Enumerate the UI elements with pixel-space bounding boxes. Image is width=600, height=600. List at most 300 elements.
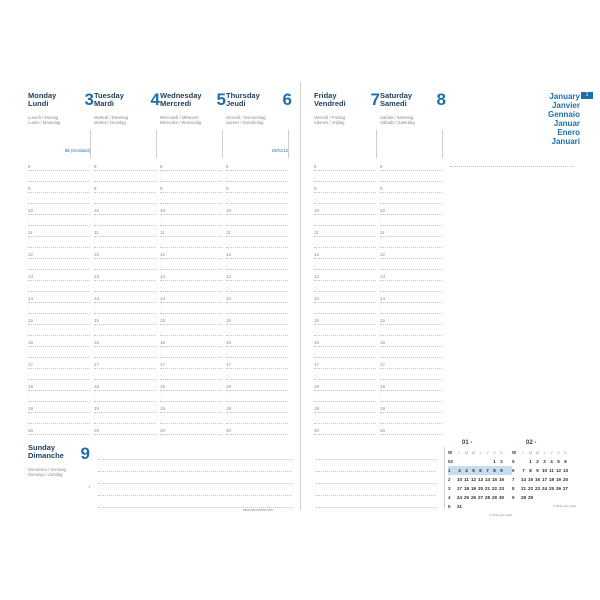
weekday-label: J	[543, 450, 546, 455]
hour-row[interactable]	[160, 369, 222, 380]
calendar-day[interactable]: 17	[456, 486, 462, 491]
hour-row[interactable]	[380, 182, 442, 193]
hour-row[interactable]	[380, 303, 442, 314]
hour-row[interactable]	[380, 424, 442, 435]
hour-label: 17	[28, 362, 34, 367]
hour-row[interactable]	[94, 215, 156, 226]
hour-label: ·	[226, 263, 228, 268]
hour-row[interactable]	[226, 226, 288, 237]
hour-row[interactable]	[28, 281, 90, 292]
hour-row[interactable]	[160, 215, 222, 226]
hour-label: ·	[94, 307, 96, 312]
hour-row[interactable]	[226, 292, 288, 303]
hour-row[interactable]	[314, 402, 376, 413]
calendar-day[interactable]: 22	[491, 486, 497, 491]
hour-row[interactable]	[28, 347, 90, 358]
calendar-day[interactable]: 4	[550, 459, 553, 464]
hour-row[interactable]	[28, 369, 90, 380]
hour-label: ·	[160, 219, 162, 224]
hour-row[interactable]	[314, 226, 376, 237]
hour-row[interactable]	[226, 336, 288, 347]
hour-row[interactable]	[28, 413, 90, 424]
calendar-day[interactable]: 31	[456, 504, 462, 509]
hour-row[interactable]	[226, 347, 288, 358]
month-name: Januari	[551, 137, 580, 146]
hour-row[interactable]	[94, 281, 156, 292]
hour-row[interactable]	[28, 424, 90, 435]
hour-row[interactable]	[94, 292, 156, 303]
calendar-day[interactable]: 24	[456, 495, 462, 500]
calendar-day[interactable]: 6	[479, 468, 482, 473]
calendar-day[interactable]: 1	[529, 459, 532, 464]
calendar-day[interactable]: 30	[498, 495, 504, 500]
weekday-label: M	[464, 450, 469, 455]
hour-row[interactable]	[160, 281, 222, 292]
calendar-day[interactable]: 21	[520, 486, 526, 491]
hour-row[interactable]	[380, 358, 442, 369]
week-number: 5	[512, 459, 515, 464]
calendar-day[interactable]: 24	[541, 486, 547, 491]
hour-label: ·	[380, 197, 382, 202]
calendar-day[interactable]: 9	[500, 468, 503, 473]
hour-row[interactable]	[94, 171, 156, 182]
weekday-label: D	[564, 450, 567, 455]
hour-label: 18	[160, 384, 166, 389]
hour-row[interactable]	[94, 226, 156, 237]
hour-row[interactable]	[28, 391, 90, 402]
hour-label: ·	[94, 373, 96, 378]
hour-row[interactable]	[28, 380, 90, 391]
hour-row[interactable]	[28, 248, 90, 259]
notes-line	[450, 166, 574, 167]
hour-row[interactable]	[380, 215, 442, 226]
hour-row[interactable]	[94, 336, 156, 347]
calendar-day[interactable]: 5	[472, 468, 475, 473]
hour-label: ·	[94, 417, 96, 422]
hour-row[interactable]	[380, 281, 442, 292]
calendar-day[interactable]: 13	[562, 468, 568, 473]
hour-label: ·	[314, 329, 316, 334]
hour-lines	[28, 160, 90, 435]
hour-label: 17	[314, 362, 320, 367]
calendar-day[interactable]: 1	[493, 459, 496, 464]
hour-row[interactable]	[94, 303, 156, 314]
hour-row[interactable]	[314, 248, 376, 259]
hour-lines	[314, 160, 376, 435]
hour-row[interactable]	[160, 193, 222, 204]
calendar-day[interactable]: 8	[529, 468, 532, 473]
calendar-day[interactable]: 2	[500, 459, 503, 464]
week-number: 6	[512, 468, 515, 473]
notes-lines	[316, 448, 436, 508]
hour-row[interactable]	[28, 325, 90, 336]
hour-label: ·	[380, 263, 382, 268]
hour-row[interactable]	[160, 292, 222, 303]
hour-row[interactable]	[380, 325, 442, 336]
hour-row[interactable]	[28, 171, 90, 182]
hour-label: 13	[380, 274, 386, 279]
calendar-day[interactable]: 11	[464, 477, 469, 482]
hour-row[interactable]	[226, 358, 288, 369]
hour-row[interactable]	[314, 347, 376, 358]
hour-row[interactable]	[160, 226, 222, 237]
hour-row[interactable]	[160, 358, 222, 369]
hour-row[interactable]	[28, 270, 90, 281]
calendar-day[interactable]: 16	[498, 477, 504, 482]
hour-row[interactable]	[226, 182, 288, 193]
calendar-day[interactable]: 7	[522, 468, 525, 473]
mini-calendar	[512, 440, 576, 508]
hour-row[interactable]	[226, 215, 288, 226]
hour-label: ·	[160, 351, 162, 356]
hour-row[interactable]	[94, 358, 156, 369]
calendar-day[interactable]: 5	[557, 459, 560, 464]
calendar-day[interactable]: 10	[456, 477, 462, 482]
day-number: 7	[370, 90, 380, 109]
hour-label: ·	[28, 285, 30, 290]
calendar-day[interactable]: 19	[470, 486, 476, 491]
calendar-header	[512, 448, 576, 457]
calendar-day[interactable]: 16	[534, 477, 540, 482]
hour-row[interactable]	[94, 369, 156, 380]
hour-row[interactable]	[28, 303, 90, 314]
hour-row[interactable]	[226, 314, 288, 325]
hour-row[interactable]	[28, 226, 90, 237]
calendar-day[interactable]: 25	[463, 495, 469, 500]
hour-row[interactable]	[314, 358, 376, 369]
hour-row[interactable]	[380, 204, 442, 215]
calendar-day[interactable]: 14	[520, 477, 526, 482]
hour-label: ·	[226, 197, 228, 202]
calendar-day[interactable]: 6	[564, 459, 567, 464]
sunday-lines	[98, 448, 292, 508]
hour-row[interactable]	[160, 314, 222, 325]
hour-row[interactable]	[226, 160, 288, 171]
hour-row[interactable]	[380, 347, 442, 358]
hour-row[interactable]	[380, 270, 442, 281]
hour-row[interactable]	[160, 325, 222, 336]
hour-label: ·	[160, 197, 162, 202]
hour-row[interactable]	[28, 193, 90, 204]
hour-row[interactable]	[314, 314, 376, 325]
hour-row[interactable]	[94, 160, 156, 171]
hour-row[interactable]	[160, 182, 222, 193]
calendar-day[interactable]: 19	[555, 477, 561, 482]
hour-row[interactable]	[160, 270, 222, 281]
sunday-translations: Domenica / Sonntag Domingo / Zondag	[28, 467, 66, 478]
hour-row[interactable]	[314, 237, 376, 248]
month-name: Gennaio	[547, 110, 580, 119]
hour-row[interactable]	[226, 237, 288, 248]
hour-row[interactable]	[226, 248, 288, 259]
calendar-divider	[444, 447, 445, 509]
hour-row[interactable]	[160, 237, 222, 248]
hour-row[interactable]	[314, 413, 376, 424]
hour-row[interactable]	[380, 160, 442, 171]
hour-row[interactable]	[380, 259, 442, 270]
calendar-week	[448, 475, 512, 484]
hour-label: ·	[314, 197, 316, 202]
calendar-week	[448, 493, 512, 502]
hour-row[interactable]	[314, 193, 376, 204]
calendar-day[interactable]: 27	[562, 486, 568, 491]
hour-row[interactable]	[314, 182, 376, 193]
hour-label: ·	[28, 417, 30, 422]
hour-row[interactable]	[226, 171, 288, 182]
hour-row[interactable]	[314, 325, 376, 336]
calendar-day[interactable]: 26	[555, 486, 561, 491]
hour-row[interactable]	[94, 248, 156, 259]
hour-row[interactable]	[380, 314, 442, 325]
calendar-day[interactable]: 20	[477, 486, 483, 491]
hour-lines	[160, 160, 222, 435]
hour-row[interactable]	[94, 237, 156, 248]
hour-row[interactable]	[226, 204, 288, 215]
hour-label: 11	[314, 230, 319, 235]
calendar-week	[512, 475, 576, 484]
calendar-day[interactable]: 3	[458, 468, 461, 473]
hour-label: ·	[226, 417, 228, 422]
hour-row[interactable]	[226, 424, 288, 435]
page-fold	[300, 82, 301, 510]
day-number: 4	[150, 90, 160, 109]
calendar-day[interactable]: 17	[541, 477, 547, 482]
hour-row[interactable]	[226, 259, 288, 270]
hour-row[interactable]	[160, 380, 222, 391]
hour-row[interactable]	[28, 215, 90, 226]
hour-label: 18	[380, 384, 386, 389]
hour-row[interactable]	[226, 303, 288, 314]
hour-row[interactable]	[160, 204, 222, 215]
calendar-day[interactable]: 2	[536, 459, 539, 464]
hour-row[interactable]	[380, 292, 442, 303]
day-column	[314, 92, 378, 125]
hour-row[interactable]	[94, 325, 156, 336]
hour-label: 20	[380, 428, 386, 433]
hour-label: ·	[94, 329, 96, 334]
hour-row[interactable]	[314, 215, 376, 226]
hour-row[interactable]	[94, 204, 156, 215]
hour-label: 11	[226, 230, 231, 235]
hour-row[interactable]	[94, 380, 156, 391]
day-translations: Lunedì / Montag Lunes / Maandag	[28, 115, 61, 126]
week-number: 1	[448, 468, 451, 473]
calendar-day[interactable]: 29	[491, 495, 497, 500]
hour-row[interactable]	[160, 413, 222, 424]
calendar-week	[448, 457, 512, 466]
hour-row[interactable]	[380, 413, 442, 424]
hour-row[interactable]	[28, 259, 90, 270]
month-names	[548, 92, 580, 146]
hour-label: 9	[314, 186, 317, 191]
hour-row[interactable]	[226, 369, 288, 380]
hour-row[interactable]	[94, 413, 156, 424]
hour-row[interactable]	[314, 171, 376, 182]
hour-label: 10	[226, 208, 232, 213]
hour-row[interactable]	[380, 391, 442, 402]
hour-row[interactable]	[314, 303, 376, 314]
calendar-day[interactable]: 28	[484, 495, 490, 500]
calendar-day[interactable]: 15	[527, 477, 533, 482]
hour-row[interactable]	[380, 380, 442, 391]
hour-row[interactable]	[226, 402, 288, 413]
hour-label: ·	[94, 241, 96, 246]
hour-row[interactable]	[380, 369, 442, 380]
hour-row[interactable]	[380, 237, 442, 248]
hour-row[interactable]	[28, 292, 90, 303]
hour-row[interactable]	[160, 259, 222, 270]
hour-label: ·	[160, 329, 162, 334]
hour-row[interactable]	[226, 391, 288, 402]
hour-row[interactable]	[314, 336, 376, 347]
hour-row[interactable]	[226, 380, 288, 391]
hour-row[interactable]	[160, 248, 222, 259]
hour-row[interactable]	[94, 391, 156, 402]
hour-row[interactable]	[28, 336, 90, 347]
weekday-label: L	[522, 450, 525, 455]
calendar-day[interactable]: 7	[486, 468, 489, 473]
hour-row[interactable]	[314, 369, 376, 380]
calendar-day[interactable]: 15	[491, 477, 497, 482]
calendar-day[interactable]: 18	[548, 477, 554, 482]
hour-row[interactable]	[160, 402, 222, 413]
hour-row[interactable]	[28, 402, 90, 413]
hour-row[interactable]	[226, 270, 288, 281]
month-name: Janvier	[551, 101, 580, 110]
hour-row[interactable]	[28, 237, 90, 248]
calendar-day[interactable]: 20	[562, 477, 568, 482]
hour-label: ·	[226, 329, 228, 334]
hour-row[interactable]	[94, 402, 156, 413]
calendar-day[interactable]: 11	[549, 468, 554, 473]
hour-row[interactable]	[226, 193, 288, 204]
calendar-day[interactable]: 23	[498, 486, 504, 491]
calendar-day[interactable]: 18	[463, 486, 469, 491]
hour-row[interactable]	[160, 391, 222, 402]
hour-label: ·	[314, 351, 316, 356]
hour-label: 16	[314, 340, 320, 345]
calendar-day[interactable]: 12	[555, 468, 561, 473]
hour-row[interactable]	[380, 402, 442, 413]
weekday-label: M	[528, 450, 533, 455]
calendar-day[interactable]: 10	[541, 468, 547, 473]
hour-row[interactable]	[314, 281, 376, 292]
hour-row[interactable]	[226, 413, 288, 424]
calendar-day[interactable]: 27	[477, 495, 483, 500]
hour-row[interactable]	[28, 358, 90, 369]
hour-row[interactable]	[314, 204, 376, 215]
calendar-day[interactable]: 9	[536, 468, 539, 473]
hour-label: 13	[160, 274, 166, 279]
hour-row[interactable]	[28, 314, 90, 325]
hour-row[interactable]	[160, 160, 222, 171]
hour-row[interactable]	[28, 182, 90, 193]
hour-row[interactable]	[160, 347, 222, 358]
calendar-day[interactable]: 4	[465, 468, 468, 473]
hour-row[interactable]	[314, 160, 376, 171]
hour-label: ·	[380, 241, 382, 246]
day-translations: Venerdì / Freitag Viernes / Vrijdag	[314, 115, 345, 126]
hour-row[interactable]	[314, 391, 376, 402]
column-rule	[442, 130, 443, 158]
hour-row[interactable]	[94, 182, 156, 193]
hour-row[interactable]	[94, 259, 156, 270]
hour-row[interactable]	[380, 226, 442, 237]
calendar-week	[512, 484, 576, 493]
calendar-day[interactable]: 22	[527, 486, 533, 491]
hour-label: 9	[380, 186, 383, 191]
hour-label: ·	[28, 219, 30, 224]
calendar-day[interactable]: 29	[527, 495, 533, 500]
month-name: January	[549, 92, 580, 101]
hour-row[interactable]	[380, 171, 442, 182]
website-footer: www.quovadis.com	[243, 508, 273, 512]
hour-row[interactable]	[314, 380, 376, 391]
hour-label: 12	[226, 252, 232, 257]
hour-row[interactable]	[94, 424, 156, 435]
hour-row[interactable]	[28, 160, 90, 171]
hour-label: ·	[380, 351, 382, 356]
calendar-day[interactable]: 28	[520, 495, 526, 500]
hour-row[interactable]	[314, 424, 376, 435]
hour-row[interactable]	[94, 193, 156, 204]
day-name: Friday Vendredi	[314, 91, 346, 108]
hour-row[interactable]	[380, 336, 442, 347]
hour-row[interactable]	[160, 303, 222, 314]
hour-row[interactable]	[314, 259, 376, 270]
hour-row[interactable]	[314, 270, 376, 281]
calendar-day[interactable]: 12	[470, 477, 476, 482]
calendar-day[interactable]: 3	[543, 459, 546, 464]
hour-label: ·	[314, 263, 316, 268]
calendar-day[interactable]: 26	[470, 495, 476, 500]
hour-row[interactable]	[160, 424, 222, 435]
hour-row[interactable]	[94, 314, 156, 325]
hour-row[interactable]	[28, 204, 90, 215]
calendar-day[interactable]: 23	[534, 486, 540, 491]
hour-label: ·	[160, 175, 162, 180]
calendar-day[interactable]: 25	[548, 486, 554, 491]
hour-label: ·	[226, 307, 228, 312]
hour-label: ·	[314, 285, 316, 290]
hour-label: 15	[314, 318, 320, 323]
column-rule	[288, 130, 289, 158]
hour-row[interactable]	[226, 281, 288, 292]
hour-label: 14	[314, 296, 320, 301]
hour-row[interactable]	[314, 292, 376, 303]
calendar-day[interactable]: 8	[493, 468, 496, 473]
hour-row[interactable]	[94, 270, 156, 281]
hour-label: 17	[226, 362, 232, 367]
hour-label: 8	[226, 164, 229, 169]
hour-row[interactable]	[160, 171, 222, 182]
hour-label: 16	[380, 340, 386, 345]
calendar-day[interactable]: 21	[484, 486, 490, 491]
hour-row[interactable]	[380, 248, 442, 259]
hour-label: 14	[160, 296, 166, 301]
hour-row[interactable]	[380, 193, 442, 204]
hour-row[interactable]	[94, 347, 156, 358]
calendar-day[interactable]: 13	[477, 477, 483, 482]
hour-row[interactable]	[226, 325, 288, 336]
calendar-note: © 2011 quo vadis	[552, 504, 576, 508]
day-column	[28, 90, 94, 153]
hour-label: ·	[314, 417, 316, 422]
calendar-day[interactable]: 14	[484, 477, 490, 482]
hour-row[interactable]	[160, 336, 222, 347]
hour-label: 15	[28, 318, 34, 323]
hour-label: 20	[94, 428, 100, 433]
